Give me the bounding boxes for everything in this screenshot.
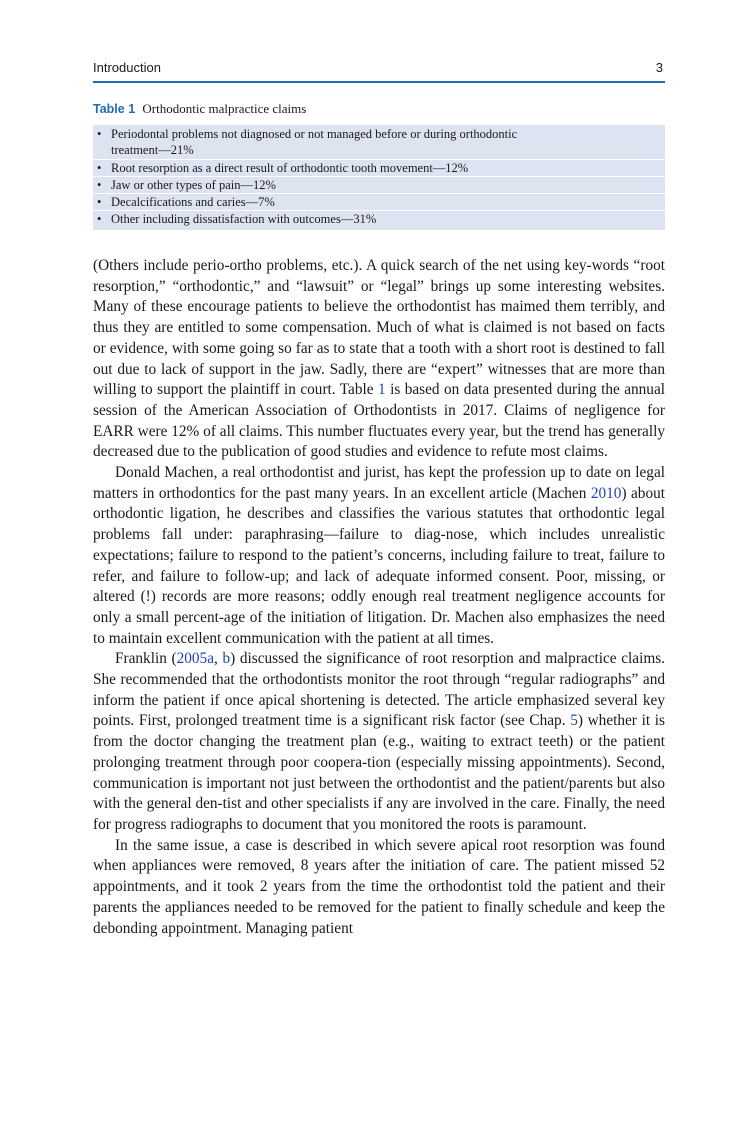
bullet-icon: • bbox=[97, 212, 102, 226]
table-row bbox=[93, 126, 665, 160]
table-title: Orthodontic malpractice claims bbox=[142, 101, 307, 116]
bullet-icon: • bbox=[97, 161, 102, 175]
bullet-icon: • bbox=[97, 178, 102, 192]
page-number: 3 bbox=[655, 60, 663, 75]
table-reference-link[interactable]: 1 bbox=[377, 381, 386, 399]
body-text bbox=[93, 256, 665, 939]
table-caption bbox=[93, 101, 665, 117]
paragraph: (Others include perio-ortho problems, etc.). A quick search of the net using key-words “root resorption,” “orthodontic,” and “lawsuit” or “legal” brings up some interesting websites. Many of these encourage patients to believe the orthodontist has maimed them terribly, and thus they are entitled to some compensation. Much of what is claimed is not based on facts or evidence, with some going so far as to state that a tooth with a short root is destined to fall out due to lack of support in the jaw. Sadly, there are “expert” witnesses that are more than willing to support the plaintiff in court. Table 1 is based on data presented during the annual session of the American Association of Orthodontists in 2017. Claims of negligence for EARR were 12% of all claims. This number fluctuates every year, but the trend has generally decreased due to the publication of good studies and evidence to refute most claims. bbox=[93, 257, 665, 461]
section-title: Introduction bbox=[93, 60, 161, 75]
table-row bbox=[93, 194, 665, 211]
bullet-icon: • bbox=[97, 195, 102, 209]
citation-link[interactable]: b bbox=[222, 650, 231, 668]
table-row-text: Root resorption as a direct result of orthodontic tooth movement—12% bbox=[111, 161, 469, 175]
table-row-text: Decalcifications and caries—7% bbox=[111, 195, 275, 209]
table-row bbox=[93, 160, 665, 177]
citation-link[interactable]: 2010 bbox=[590, 484, 622, 502]
citation-link[interactable]: 2005a bbox=[176, 650, 214, 668]
claims-table bbox=[93, 125, 665, 230]
table-row-text: Periodontal problems not diagnosed or not managed before or during orthodontic bbox=[111, 127, 518, 141]
table-row-text: Jaw or other types of pain—12% bbox=[111, 178, 276, 192]
chapter-reference-link[interactable]: 5 bbox=[570, 712, 578, 730]
table-label: Table 1 bbox=[93, 102, 136, 116]
table-row bbox=[93, 211, 665, 228]
paragraph: In the same issue, a case is described in which severe apical root resorption was found when appliances were removed, 8 years after the initiation of care. The patient missed 52 appointments, and it took 2 years from the time the orthodontist told the patient and their parents the appliances needed to be removed for the patient to finally schedule and keep the debonding appointment. Managing patient bbox=[93, 836, 665, 937]
bullet-icon: • bbox=[97, 127, 102, 141]
header-rule bbox=[93, 81, 665, 83]
paragraph: Franklin (2005a, b) discussed the significance of root resorption and malpractice claims. She recommended that the orthodontists monitor the root through “regular radiographs” and inform the patient if once apical shortening is detected. The article emphasized several key points. First, prolonged treatment time is a significant risk factor (see Chap. 5) whether it is from the doctor changing the treatment plan (e.g., waiting to extract teeth) or the patient prolonging treatment through poor coopera-tion (especially missing appointments). Second, communication is important not just between the orthodontist and the patient/parents but also with the general den-tist and other specialists if any are involved in the care. Finally, the need for progress radiographs to document that you monitored the roots is paramount. bbox=[93, 650, 665, 833]
running-head bbox=[93, 58, 665, 80]
paragraph: Donald Machen, a real orthodontist and jurist, has kept the profession up to date on legal matters in orthodontics for the past many years. In an excellent article (Machen 2010) about orthodontic ligation, he describes and classifies the various statutes that orthodontic legal problems fall under: paraphrasing—failure to diag-nose, which includes unrealistic expectations; failure to respond to the patient’s concerns, including failure to treat, failure to refer, and failure to follow-up; and lack of adequate informed consent. Poor, missing, or altered (!) records are more reasons; oddly enough real treatment negligence accounts for only a small percent-age of the initiation of litigation. Dr. Machen also emphasizes the need to maintain excellent communication with the patient at all times. bbox=[93, 464, 665, 647]
table-row-text: Other including dissatisfaction with outcomes—31% bbox=[111, 212, 377, 226]
table-row-text: treatment—21% bbox=[111, 143, 194, 157]
table-row bbox=[93, 177, 665, 194]
